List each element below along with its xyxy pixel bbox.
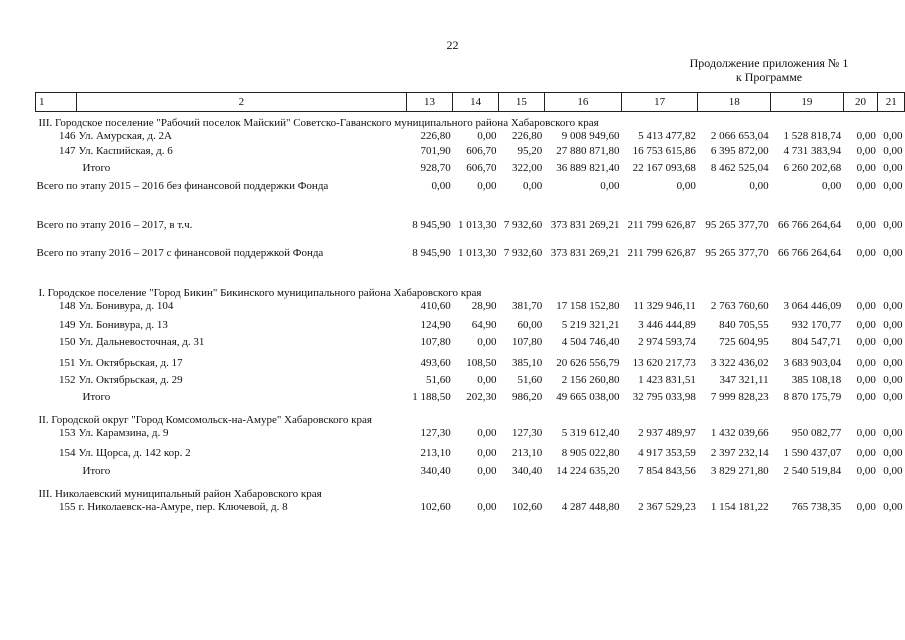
header-cell: 19 [771, 93, 844, 112]
program-table [35, 92, 905, 543]
appendix-continuation [664, 56, 874, 84]
value-cell: 20 626 556,79 [556, 356, 620, 369]
value-cell: 986,20 [511, 390, 543, 403]
value-cell: 4 917 353,59 [638, 446, 696, 459]
header-cell: 1 [36, 93, 77, 112]
value-cell: 4 287 448,80 [561, 500, 620, 513]
address-cell: Ул. Бонивура, д. 13 [78, 318, 168, 331]
value-cell: 8 945,90 [412, 218, 451, 231]
stage-total-row [36, 248, 905, 282]
house-row [36, 448, 905, 466]
section-title: I. Городское поселение "Город Бикин" Бикинского муниципального района Хабаровского края [38, 286, 482, 299]
row-number: 152 [58, 373, 76, 386]
value-cell: 0,00 [883, 179, 903, 192]
value-cell: 0,00 [600, 179, 620, 192]
value-cell: 0,00 [522, 179, 543, 192]
value-cell: 5 219 321,21 [561, 318, 620, 331]
row-number: 150 [58, 335, 76, 348]
row-number: 147 [58, 144, 76, 157]
value-cell: 950 082,77 [791, 426, 842, 439]
value-cell: 1 528 818,74 [783, 129, 842, 142]
value-cell: 0,00 [477, 500, 497, 513]
value-cell: 701,90 [420, 144, 451, 157]
header-cell: 16 [544, 93, 621, 112]
value-cell: 108,50 [466, 356, 497, 369]
row-number: 149 [58, 318, 76, 331]
row-number [36, 392, 77, 409]
value-cell: 0,00 [477, 373, 497, 386]
subtotal-row [36, 466, 905, 485]
row-number: 154 [58, 446, 76, 459]
value-cell: 4 731 383,94 [783, 144, 842, 157]
value-cell: 0,00 [477, 129, 497, 142]
value-cell: 0,00 [883, 356, 903, 369]
house-row [36, 146, 905, 163]
value-cell: 49 665 038,00 [556, 390, 620, 403]
value-cell: 0,00 [883, 335, 903, 348]
value-cell: 107,80 [420, 335, 451, 348]
header-cell: 18 [698, 93, 771, 112]
value-cell: 3 064 446,09 [783, 299, 842, 312]
value-cell: 0,00 [883, 373, 903, 386]
value-cell: 0,00 [856, 373, 876, 386]
value-cell: 13 620 217,73 [632, 356, 696, 369]
stage-total-label: Всего по этапу 2015 – 2016 без финансовой поддержки Фонда [36, 179, 329, 192]
value-cell: 0,00 [477, 179, 497, 192]
row-number [36, 466, 77, 485]
value-cell: 725 604,95 [719, 335, 769, 348]
value-cell: 0,00 [477, 335, 497, 348]
value-cell: 6 395 872,00 [710, 144, 769, 157]
value-cell: 16 753 615,86 [632, 144, 696, 157]
value-cell: 226,80 [420, 129, 451, 142]
value-cell: 60,00 [517, 318, 543, 331]
value-cell: 385,10 [511, 356, 543, 369]
value-cell: 211 799 626,87 [627, 246, 696, 259]
value-cell: 2 066 653,04 [710, 129, 769, 142]
value-cell: 28,90 [471, 299, 497, 312]
value-cell: 0,00 [883, 218, 903, 231]
stage-total-row [36, 220, 905, 248]
row-number: 151 [58, 356, 76, 369]
value-cell: 211 799 626,87 [627, 218, 696, 231]
row-number [36, 163, 77, 181]
value-cell: 0,00 [856, 446, 876, 459]
value-cell: 928,70 [420, 161, 451, 174]
value-cell: 95 265 377,70 [705, 218, 769, 231]
value-cell: 0,00 [676, 179, 696, 192]
value-cell: 2 156 260,80 [561, 373, 620, 386]
value-cell: 17 158 152,80 [556, 299, 620, 312]
value-cell: 0,00 [883, 299, 903, 312]
value-cell: 381,70 [511, 299, 543, 312]
value-cell: 0,00 [883, 446, 903, 459]
value-cell: 124,90 [420, 318, 451, 331]
subtotal-row [36, 392, 905, 409]
value-cell: 64,90 [471, 318, 497, 331]
value-cell: 0,00 [431, 179, 451, 192]
value-cell: 0,00 [883, 161, 903, 174]
value-cell: 213,10 [511, 446, 543, 459]
value-cell: 1 188,50 [412, 390, 451, 403]
value-cell: 0,00 [883, 390, 903, 403]
value-cell: 385 108,18 [791, 373, 842, 386]
row-number: 148 [58, 299, 76, 312]
value-cell: 373 831 269,21 [550, 246, 620, 259]
value-cell: 0,00 [883, 144, 903, 157]
value-cell: 5 413 477,82 [638, 129, 696, 142]
header-cell: 15 [498, 93, 544, 112]
value-cell: 1 013,30 [457, 218, 497, 231]
value-cell: 2 763 760,60 [710, 299, 769, 312]
value-cell: 7 854 843,56 [638, 464, 696, 477]
value-cell: 0,00 [477, 446, 497, 459]
value-cell: 9 008 949,60 [561, 129, 620, 142]
house-row [36, 375, 905, 392]
section-title: III. Николаевский муниципальный район Хабаровского края [38, 487, 322, 500]
header-cell: 21 [878, 93, 905, 112]
value-cell: 0,00 [856, 299, 876, 312]
value-cell: 0,00 [477, 426, 497, 439]
address-cell: Ул. Октябрьская, д. 17 [78, 356, 183, 369]
value-cell: 95 265 377,70 [705, 246, 769, 259]
value-cell: 3 829 271,80 [710, 464, 769, 477]
value-cell: 66 766 264,64 [777, 218, 842, 231]
value-cell: 2 540 519,84 [783, 464, 842, 477]
value-cell: 127,30 [511, 426, 543, 439]
header-cell: 13 [406, 93, 452, 112]
page-number: 22 [446, 38, 459, 52]
address-cell: Ул. Амурская, д. 2А [78, 129, 172, 142]
value-cell: 0,00 [883, 129, 903, 142]
value-cell: 1 013,30 [457, 246, 497, 259]
continuation-line-1: Продолжение приложения № 1 [689, 56, 849, 70]
value-cell: 102,60 [511, 500, 543, 513]
value-cell: 410,60 [420, 299, 451, 312]
value-cell: 2 367 529,23 [638, 500, 696, 513]
value-cell: 340,40 [420, 464, 451, 477]
value-cell: 0,00 [856, 161, 876, 174]
value-cell: 0,00 [856, 500, 876, 513]
value-cell: 8 870 175,79 [783, 390, 842, 403]
address-cell: Ул. Каспийская, д. 6 [78, 144, 173, 157]
value-cell: 51,60 [425, 373, 451, 386]
address-cell: Ул. Октябрьская, д. 29 [78, 373, 183, 386]
header-row [36, 93, 905, 112]
value-cell: 0,00 [749, 179, 769, 192]
value-cell: 3 322 436,02 [710, 356, 769, 369]
value-cell: 8 462 525,04 [710, 161, 769, 174]
value-cell: 340,40 [511, 464, 543, 477]
section-header-row [36, 112, 905, 131]
value-cell: 3 446 444,89 [638, 318, 696, 331]
house-row [36, 358, 905, 375]
house-row [36, 428, 905, 448]
value-cell: 0,00 [883, 464, 903, 477]
house-row [36, 337, 905, 358]
address-cell: г. Николаевск-на-Амуре, пер. Ключевой, д. 8 [78, 500, 288, 513]
section-header-row [36, 485, 905, 502]
address-cell: Ул. Карамзина, д. 9 [78, 426, 169, 439]
value-cell: 0,00 [856, 179, 876, 192]
house-row [36, 320, 905, 337]
value-cell: 7 932,60 [503, 246, 543, 259]
value-cell: 1 423 831,51 [638, 373, 696, 386]
value-cell: 0,00 [856, 218, 876, 231]
header-cell: 17 [622, 93, 698, 112]
value-cell: 226,80 [511, 129, 543, 142]
address-cell: Итого [82, 161, 111, 174]
value-cell: 1 590 437,07 [783, 446, 842, 459]
header-cell: 20 [843, 93, 878, 112]
value-cell: 0,00 [477, 464, 497, 477]
value-cell: 932 170,77 [791, 318, 842, 331]
section-header-row [36, 282, 905, 301]
value-cell: 32 795 033,98 [632, 390, 696, 403]
value-cell: 0,00 [883, 426, 903, 439]
value-cell: 7 999 828,23 [710, 390, 769, 403]
value-cell: 765 738,35 [791, 500, 842, 513]
value-cell: 6 260 202,68 [783, 161, 842, 174]
value-cell: 36 889 821,40 [556, 161, 620, 174]
value-cell: 347 321,11 [719, 373, 769, 386]
value-cell: 8 905 022,80 [561, 446, 620, 459]
stage-total-label: Всего по этапу 2016 – 2017 с финансовой поддержкой Фонда [36, 246, 324, 259]
address-cell: Ул. Щорса, д. 142 кор. 2 [78, 446, 191, 459]
section-title: III. Городское поселение "Рабочий поселок Майский" Советско-Гаванского муниципального района Хабаровского края [38, 116, 599, 129]
value-cell: 0,00 [883, 246, 903, 259]
value-cell: 2 397 232,14 [710, 446, 769, 459]
value-cell: 322,00 [511, 161, 543, 174]
house-row [36, 131, 905, 146]
house-row [36, 301, 905, 320]
value-cell: 0,00 [856, 318, 876, 331]
value-cell: 0,00 [856, 426, 876, 439]
house-row [36, 502, 905, 543]
stage-total-label: Всего по этапу 2016 – 2017, в т.ч. [36, 218, 193, 231]
row-number: 153 [58, 426, 76, 439]
value-cell: 102,60 [420, 500, 451, 513]
value-cell: 0,00 [821, 179, 842, 192]
value-cell: 0,00 [856, 390, 876, 403]
value-cell: 2 937 489,97 [638, 426, 696, 439]
value-cell: 27 880 871,80 [556, 144, 620, 157]
value-cell: 804 547,71 [791, 335, 842, 348]
value-cell: 1 432 039,66 [710, 426, 769, 439]
value-cell: 14 224 635,20 [556, 464, 620, 477]
subtotal-row [36, 163, 905, 181]
value-cell: 0,00 [856, 464, 876, 477]
value-cell: 0,00 [883, 500, 903, 513]
value-cell: 7 932,60 [503, 218, 543, 231]
value-cell: 840 705,55 [719, 318, 769, 331]
address-cell: Итого [82, 390, 111, 403]
value-cell: 0,00 [856, 144, 876, 157]
value-cell: 4 504 746,40 [561, 335, 620, 348]
value-cell: 8 945,90 [412, 246, 451, 259]
address-cell: Итого [82, 464, 111, 477]
value-cell: 0,00 [856, 129, 876, 142]
row-number: 146 [58, 129, 76, 142]
header-cell: 14 [453, 93, 499, 112]
value-cell: 95,20 [517, 144, 543, 157]
row-number: 155 [58, 500, 76, 513]
value-cell: 127,30 [420, 426, 451, 439]
value-cell: 213,10 [420, 446, 451, 459]
value-cell: 0,00 [856, 356, 876, 369]
value-cell: 2 974 593,74 [638, 335, 696, 348]
value-cell: 202,30 [466, 390, 497, 403]
value-cell: 493,60 [420, 356, 451, 369]
value-cell: 0,00 [883, 318, 903, 331]
value-cell: 606,70 [466, 161, 497, 174]
value-cell: 3 683 903,04 [783, 356, 842, 369]
value-cell: 107,80 [511, 335, 543, 348]
value-cell: 22 167 093,68 [632, 161, 696, 174]
value-cell: 0,00 [856, 335, 876, 348]
stage-total-row [36, 181, 905, 220]
value-cell: 1 154 181,22 [710, 500, 769, 513]
address-cell: Ул. Дальневосточная, д. 31 [78, 335, 205, 348]
value-cell: 373 831 269,21 [550, 218, 620, 231]
value-cell: 0,00 [856, 246, 876, 259]
value-cell: 5 319 612,40 [561, 426, 620, 439]
value-cell: 11 329 946,11 [633, 299, 696, 312]
section-title: II. Городской округ "Город Комсомольск-на-Амуре" Хабаровского края [38, 413, 372, 426]
section-header-row [36, 409, 905, 428]
header-cell: 2 [76, 93, 406, 112]
value-cell: 51,60 [517, 373, 543, 386]
value-cell: 66 766 264,64 [777, 246, 842, 259]
address-cell: Ул. Бонивура, д. 104 [78, 299, 174, 312]
continuation-line-2: к Программе [735, 70, 803, 84]
value-cell: 606,70 [466, 144, 497, 157]
